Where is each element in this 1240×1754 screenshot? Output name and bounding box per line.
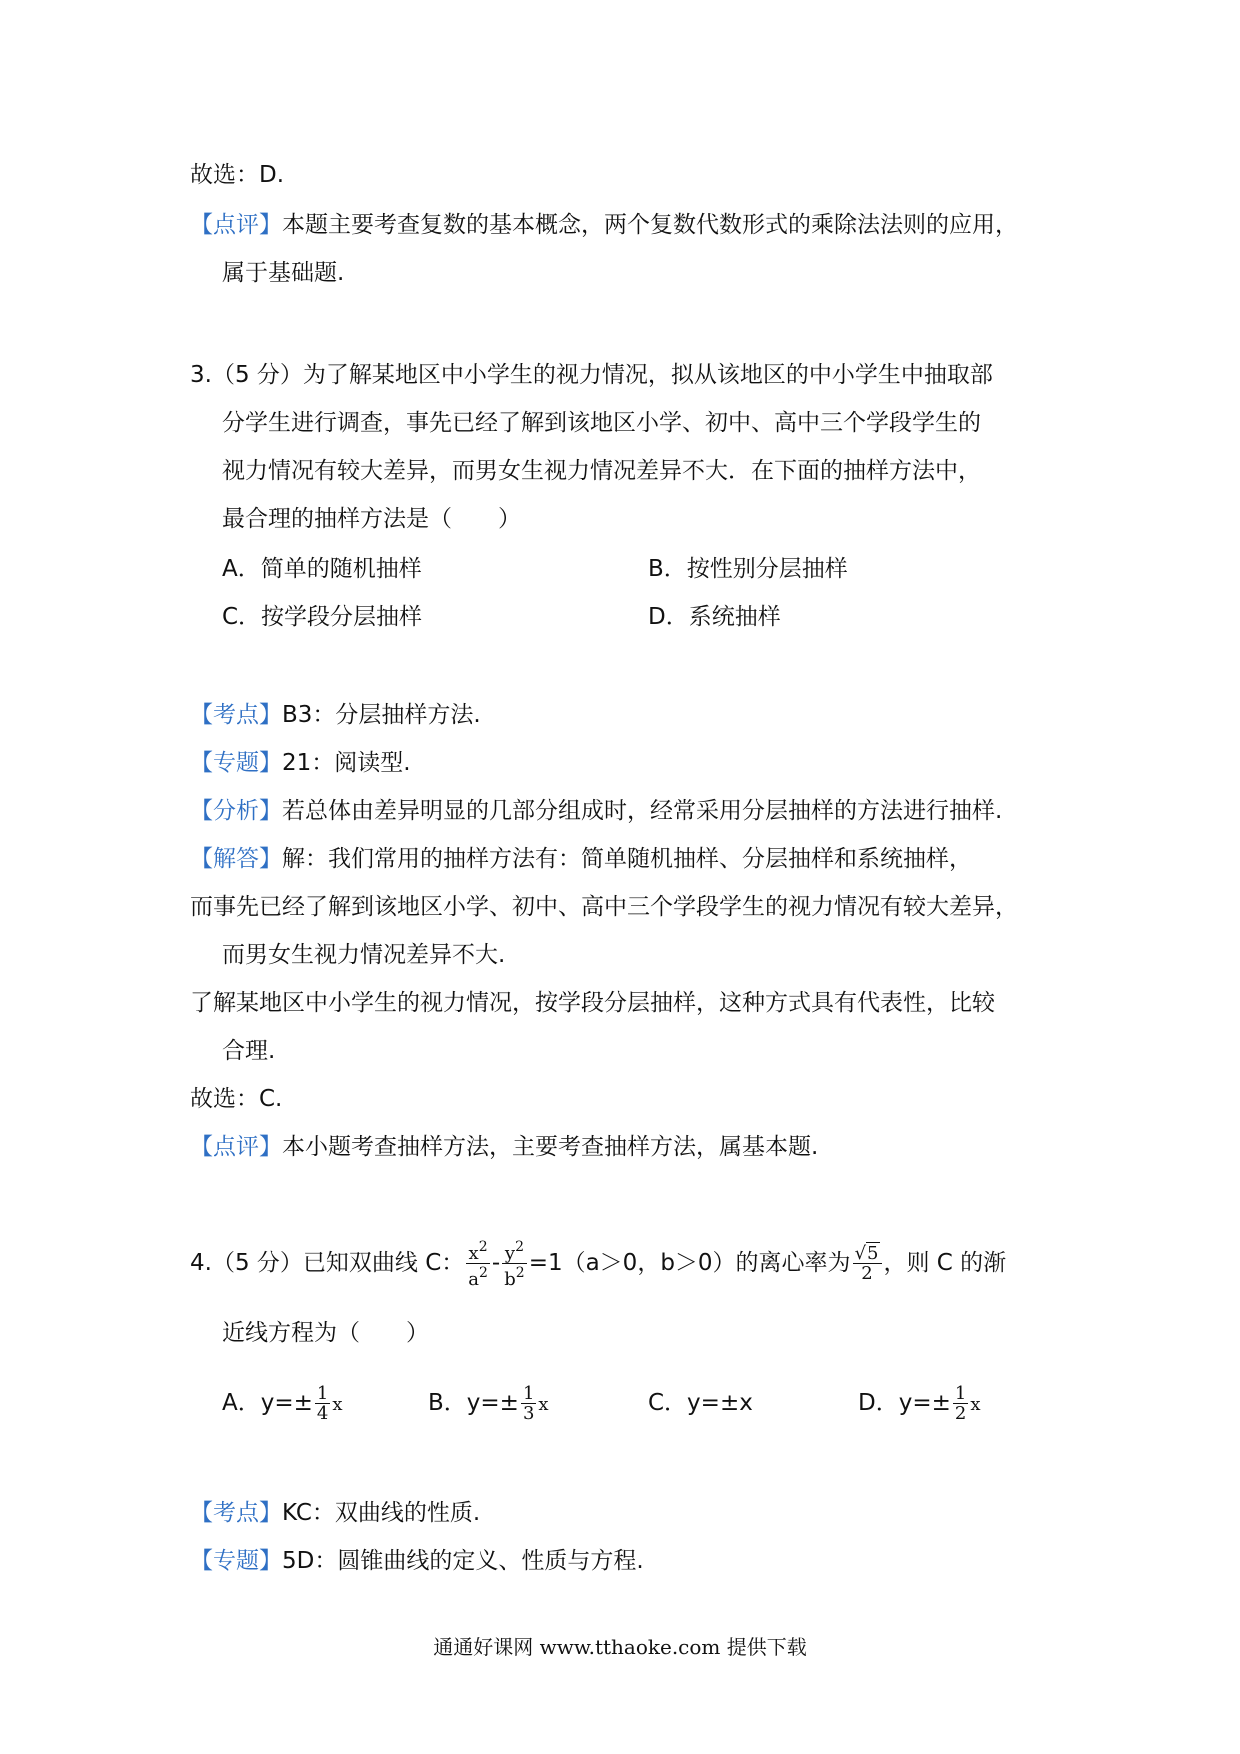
q3-fenxi bbox=[190, 796, 1002, 826]
q4-option-d: D．y=± $\frac{1}{2}$ x bbox=[858, 1383, 981, 1424]
q4-stem-line-2: 近线方程为（ ） bbox=[222, 1320, 429, 1346]
jieda-text: 解：我们常用的抽样方法有：简单随机抽样、分层抽样和系统抽样， bbox=[282, 846, 972, 872]
fraction-y2-b2: $\frac{y^2}{b^2}$ bbox=[504, 1239, 525, 1290]
jieda-tag: 【解答】 bbox=[190, 846, 282, 872]
q4-stem-line-1 bbox=[190, 1238, 1006, 1289]
review-line bbox=[190, 210, 1018, 240]
zhuanti-tag: 【专题】 bbox=[190, 750, 282, 776]
zhuanti-tag: 【专题】 bbox=[190, 1548, 282, 1574]
q3-stem-line-4: 最合理的抽样方法是（ ） bbox=[222, 506, 521, 532]
zhuanti-text: 5D：圆锥曲线的定义、性质与方程. bbox=[282, 1548, 644, 1574]
q3-stem-line-2: 分学生进行调查，事先已经了解到该地区小学、初中、高中三个学段学生的 bbox=[222, 410, 981, 436]
review-text: 本题主要考查复数的基本概念，两个复数代数形式的乘除法法则的应用， bbox=[282, 212, 1018, 238]
q4-option-a: A．y=± $\frac{1}{4}$ x bbox=[222, 1383, 343, 1424]
q3-jieda-line-5: 合理. bbox=[222, 1038, 276, 1064]
q3-answer: 故选：C. bbox=[190, 1086, 283, 1112]
q4-stem-prefix: 4.（5 分）已知双曲线 C： bbox=[190, 1250, 465, 1276]
review-text: 本小题考查抽样方法，主要考查抽样方法，属基本题. bbox=[282, 1134, 819, 1160]
q4-eq-text: =1（a＞0，b＞0）的离心率为 bbox=[528, 1250, 851, 1276]
q3-jieda-line-4: 了解某地区中小学生的视力情况，按学段分层抽样，这种方式具有代表性，比较 bbox=[190, 990, 995, 1016]
q3-kaodian bbox=[190, 700, 481, 730]
kaodian-text: B3：分层抽样方法. bbox=[282, 702, 481, 728]
fenxi-text: 若总体由差异明显的几部分组成时，经常采用分层抽样的方法进行抽样. bbox=[282, 798, 1003, 824]
review-continuation: 属于基础题. bbox=[222, 260, 345, 286]
q3-option-a: A．简单的随机抽样 bbox=[222, 556, 422, 582]
kaodian-tag: 【考点】 bbox=[190, 702, 282, 728]
fraction-x2-a2: $\frac{x^2}{a^2}$ bbox=[468, 1239, 488, 1290]
answer-line: 故选：D. bbox=[190, 162, 285, 188]
q3-jieda-line-2: 而事先已经了解到该地区小学、初中、高中三个学段学生的视力情况有较大差异， bbox=[190, 894, 1018, 920]
q3-review bbox=[190, 1132, 818, 1162]
q3-stem-line-1: 3.（5 分）为了解某地区中小学生的视力情况，拟从该地区的中小学生中抽取部 bbox=[190, 362, 993, 388]
minus-sign: - bbox=[491, 1250, 501, 1276]
review-tag: 【点评】 bbox=[190, 1134, 282, 1160]
q4-kaodian bbox=[190, 1498, 480, 1528]
q3-zhuanti bbox=[190, 748, 411, 778]
review-tag: 【点评】 bbox=[190, 212, 282, 238]
q4-option-b: B．y=± $\frac{1}{3}$ x bbox=[428, 1383, 549, 1424]
q3-jieda bbox=[190, 844, 972, 874]
q3-option-c: C．按学段分层抽样 bbox=[222, 604, 423, 630]
q4-zhuanti bbox=[190, 1546, 644, 1576]
page-footer: 通通好课网 www.tthaoke.com 提供下载 bbox=[433, 1635, 807, 1659]
kaodian-tag: 【考点】 bbox=[190, 1500, 282, 1526]
q3-stem-line-3: 视力情况有较大差异，而男女生视力情况差异不大．在下面的抽样方法中， bbox=[222, 458, 981, 484]
q3-jieda-line-3: 而男女生视力情况差异不大. bbox=[222, 942, 506, 968]
q4-stem-post: ，则 C 的渐 bbox=[883, 1250, 1007, 1276]
q4-option-c: C．y=±x bbox=[648, 1390, 753, 1416]
q3-option-d: D．系统抽样 bbox=[648, 604, 781, 630]
fraction-sqrt5-over-2: $\frac{√5}{2}$ bbox=[853, 1244, 882, 1283]
q3-option-b: B．按性别分层抽样 bbox=[648, 556, 848, 582]
fenxi-tag: 【分析】 bbox=[190, 798, 282, 824]
kaodian-text: KC：双曲线的性质. bbox=[282, 1500, 481, 1526]
zhuanti-text: 21：阅读型. bbox=[282, 750, 411, 776]
